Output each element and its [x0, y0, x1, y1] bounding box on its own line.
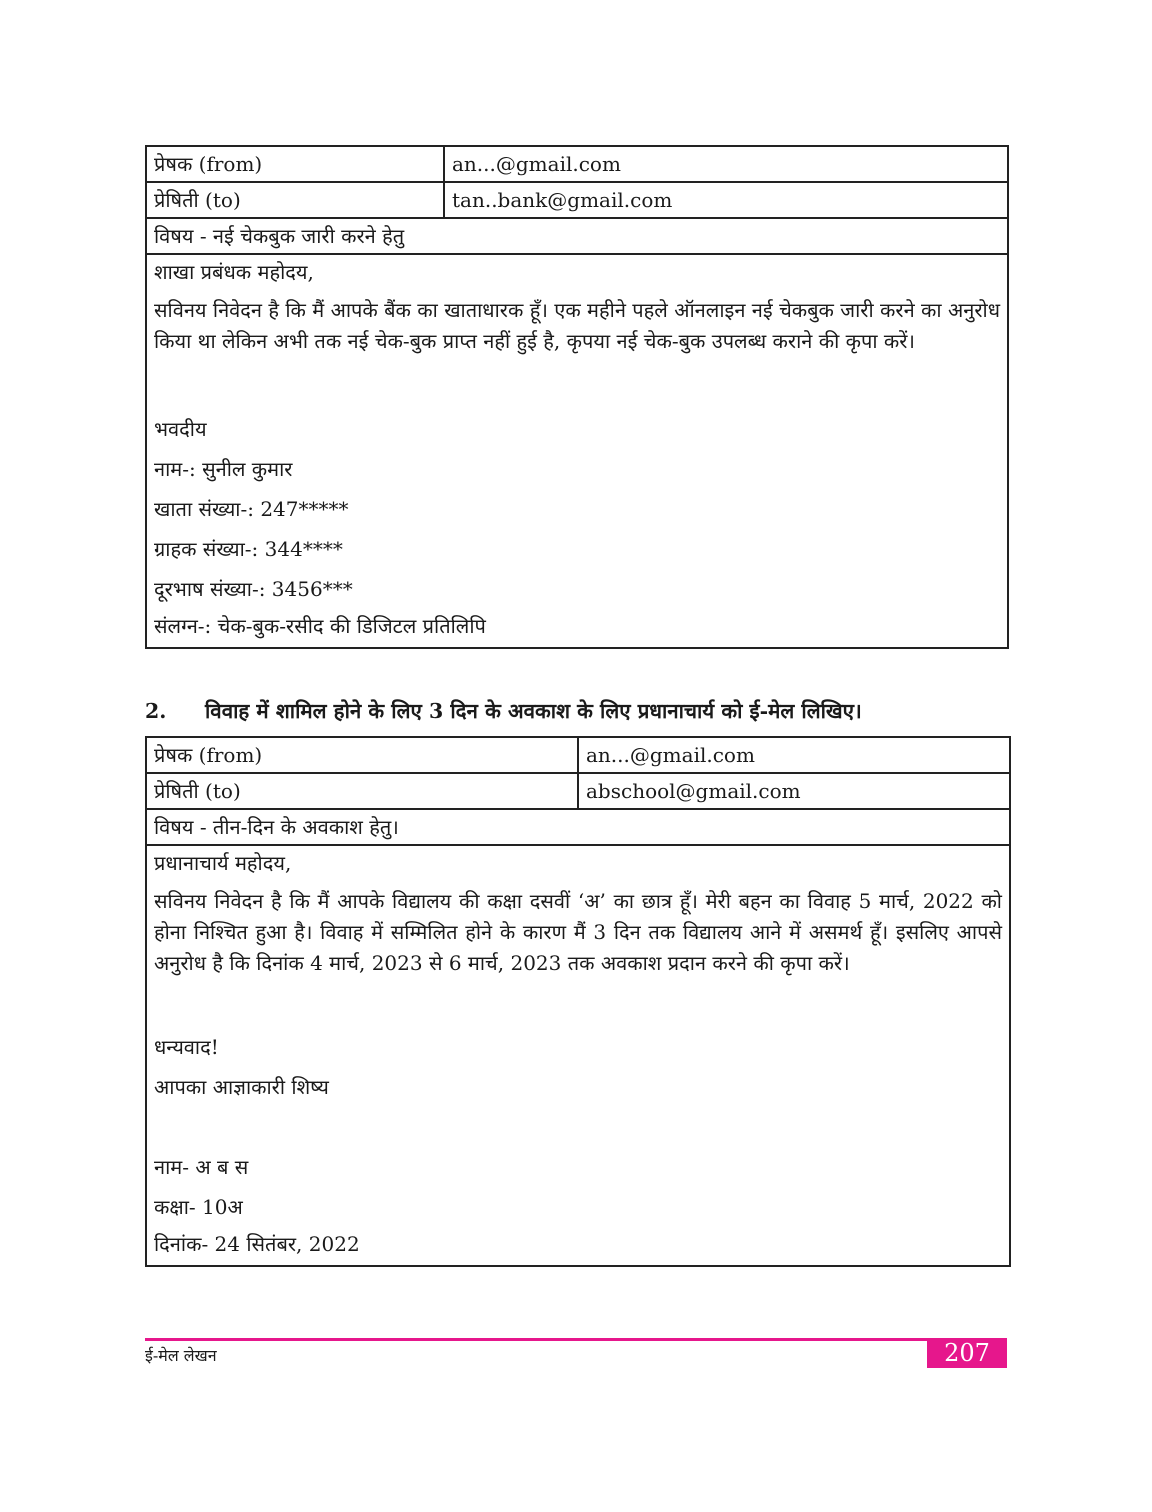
footer-divider	[145, 1338, 1007, 1341]
body-paragraph: सविनय निवेदन है कि मैं आपके विद्यालय की कक्षा दसवीं ‘अ’ का छात्र हूँ। मेरी बहन का विवाह 5 मार्च, 2022 को होना निश्चित हुआ है। विवाह में सम्मिलित होने के कारण मैं 3 दिन तक विद्यालय आने में असमर्थ हूँ। इसलिए आपसे अनुरोध है कि दिनांक 4 मार्च, 2023 से 6 मार्च, 2023 तक अवकाश प्रदान करने की कृपा करें।	[154, 889, 1002, 975]
email-table-1	[145, 145, 1009, 649]
question-heading	[145, 694, 1015, 728]
customer-number: ग्राहक संख्या-: 344****	[154, 537, 343, 561]
to-value: abschool@gmail.com	[578, 773, 1010, 809]
from-value: an...@gmail.com	[578, 737, 1010, 773]
footer-label: ई-मेल लेखन	[145, 1346, 217, 1365]
sender-name: नाम-: सुनील कुमार	[154, 457, 293, 481]
attachment: संलग्न-: चेक-बुक-रसीद की डिजिटल प्रतिलिपि	[154, 614, 486, 638]
from-label: प्रेषक (from)	[146, 737, 578, 773]
email-body-2	[146, 845, 1010, 1266]
page-number: 207	[927, 1338, 1007, 1368]
body-paragraph: सविनय निवेदन है कि मैं आपके बैंक का खाताधारक हूँ। एक महीने पहले ऑनलाइन नई चेकबुक जारी करने का अनुरोध किया था लेकिन अभी तक नई चेक-बुक प्राप्त नहीं हुई है, कृपया नई चेक-बुक उपलब्ध कराने की कृपा करें।	[154, 298, 1000, 353]
from-label: प्रेषक (from)	[146, 146, 444, 182]
thanks: धन्यवाद!	[154, 1035, 219, 1059]
from-value: an...@gmail.com	[444, 146, 1008, 182]
phone-number: दूरभाष संख्या-: 3456***	[154, 577, 353, 601]
salutation: शाखा प्रबंधक महोदय,	[154, 260, 314, 284]
email-body-1	[146, 254, 1008, 648]
subject: विषय - तीन-दिन के अवकाश हेतु।	[146, 809, 1010, 845]
closing: आपका आज्ञाकारी शिष्य	[154, 1075, 329, 1099]
subject: विषय - नई चेकबुक जारी करने हेतु	[146, 218, 1008, 254]
sender-class: कक्षा- 10अ	[154, 1195, 243, 1219]
to-label: प्रेषिती (to)	[146, 182, 444, 218]
to-value: tan..bank@gmail.com	[444, 182, 1008, 218]
to-label: प्रेषिती (to)	[146, 773, 578, 809]
salutation: प्रधानाचार्य महोदय,	[154, 851, 292, 875]
account-number: खाता संख्या-: 247*****	[154, 497, 349, 521]
email-table-2	[145, 736, 1011, 1267]
date: दिनांक- 24 सितंबर, 2022	[154, 1232, 360, 1256]
question-number: 2.	[145, 699, 167, 723]
sender-name: नाम- अ ब स	[154, 1155, 249, 1179]
closing: भवदीय	[154, 417, 207, 441]
question-text: विवाह में शामिल होने के लिए 3 दिन के अवकाश के लिए प्रधानाचार्य को ई-मेल लिखिए।	[205, 699, 862, 723]
